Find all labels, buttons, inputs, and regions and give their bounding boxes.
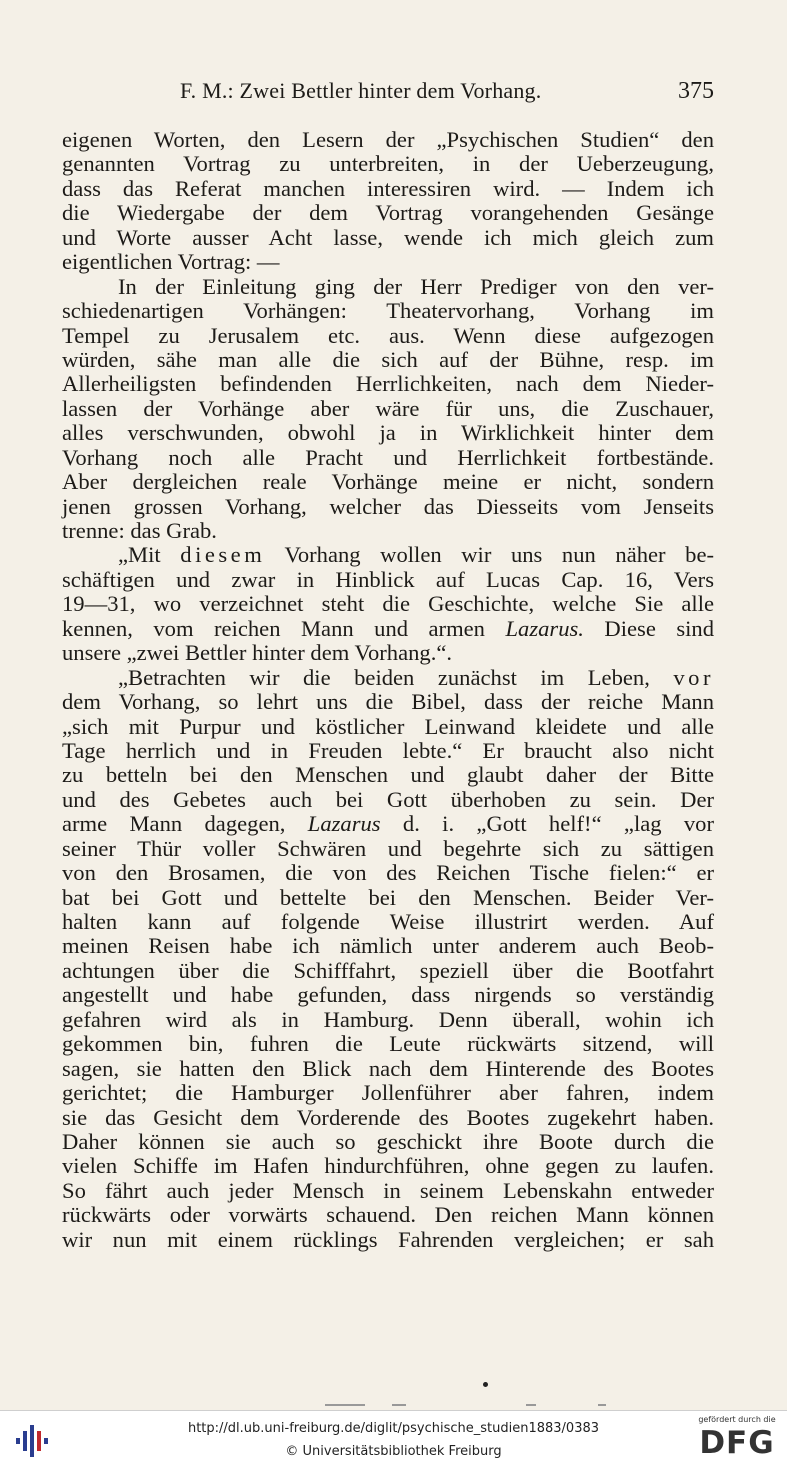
text-line: Vorhang noch alle Pracht und Herrlichkeit fortbestände. <box>62 444 714 470</box>
text-line: Daher können sie auch so geschickt ihre Boote durch die <box>62 1128 714 1154</box>
text-line: und Worte ausser Acht lasse, wende ich mich gleich zum <box>62 224 714 250</box>
text-line: vielen Schiffe im Hafen hindurchführen, ohne gegen zu laufen. <box>62 1153 714 1179</box>
text-line: von den Brosamen, die von des Reichen Tische fielen:“ er <box>62 860 714 886</box>
text-line: „sich mit Purpur und köstlicher Leinwand kleidete und alle <box>62 713 714 739</box>
scan-artifact-mark <box>392 1404 406 1406</box>
text-line: genannten Vortrag zu unterbreiten, in der Ueberzeugung, <box>62 151 714 177</box>
text-line: So fährt auch jeder Mensch in seinem Lebenskahn entweder <box>62 1177 714 1203</box>
scan-artifact-dot <box>483 1382 488 1387</box>
text-line: wir nun mit einem rücklings Fahrenden vergleichen; er sah <box>62 1226 714 1252</box>
scan-artifact-mark <box>325 1404 365 1406</box>
dfg-logo-text: DFG <box>699 1425 775 1461</box>
page-number: 375 <box>678 78 714 104</box>
copyright-notice: © Universitätsbibliothek Freiburg <box>285 1444 502 1459</box>
text-line: arme Mann dagegen, Lazarus d. i. „Gott helf!“ „lag vor <box>62 811 714 837</box>
text-line: halten kann auf folgende Weise illustrirt werden. Auf <box>62 909 714 934</box>
text-line: eigentlichen Vortrag: — <box>62 249 280 275</box>
text-line: „Mit diesem Vorhang wollen wir uns nun näher be- <box>118 542 714 568</box>
text-line: eigenen Worten, den Lesern der „Psychischen Studien“ den <box>62 127 714 152</box>
dfg-funder-logo <box>697 1415 777 1463</box>
permalink-url[interactable]: http://dl.ub.uni-freiburg.de/diglit/psychische_studien1883/0383 <box>187 1421 600 1436</box>
text-line: dem Vorhang, so lehrt uns die Bibel, dass der reiche Mann <box>62 689 714 715</box>
text-line: gefahren wird als in Hamburg. Denn überall, wohin ich <box>62 1006 714 1032</box>
text-line: dass das Referat manchen interessiren wird. — Indem ich <box>62 175 714 201</box>
text-line: Aber dergleichen reale Vorhänge meine er nicht, sondern <box>62 469 714 495</box>
text-line: jenen grossen Vorhang, welcher das Diesseits vom Jenseits <box>62 493 714 519</box>
text-line: die Wiedergabe der dem Vortrag vorangehenden Gesänge <box>62 200 714 226</box>
text-line: alles verschwunden, obwohl ja in Wirklichkeit hinter dem <box>62 420 714 446</box>
text-line: angestellt und habe gefunden, dass nirgends so verständig <box>62 982 714 1008</box>
text-line: seiner Thür voller Schwären und begehrte sich zu sättigen <box>62 835 714 861</box>
funder-caption: gefördert durch die <box>698 1415 776 1424</box>
body-text <box>62 128 714 1252</box>
text-line: bat bei Gott und bettelte bei den Menschen. Beider Ver- <box>62 884 714 910</box>
text-line: achtungen über die Schifffahrt, speziell über die Bootfahrt <box>62 957 714 983</box>
italic-text: Lazarus. <box>505 615 584 641</box>
scan-artifact-mark <box>598 1404 606 1406</box>
text-line: trenne: das Grab. <box>62 518 217 543</box>
text-line: und des Gebetes auch bei Gott überhoben zu sein. Der <box>62 786 714 812</box>
text-line: Tage herrlich und in Freuden lebte.“ Er braucht also nicht <box>62 737 714 763</box>
text-line: Tempel zu Jerusalem etc. aus. Wenn diese aufgezogen <box>62 322 714 348</box>
text-line: lassen der Vorhänge aber wäre für uns, die Zuschauer, <box>62 395 714 421</box>
text-line: sie das Gesicht dem Vorderende des Bootes zugekehrt haben. <box>62 1104 714 1130</box>
text-line: schiedenartigen Vorhängen: Theatervorhang, Vorhang im <box>62 298 714 324</box>
text-line: rückwärts oder vorwärts schauend. Den reichen Mann können <box>62 1202 714 1228</box>
page-header <box>62 78 714 112</box>
text-line: gekommen bin, fuhren die Leute rückwärts sitzend, will <box>62 1031 714 1057</box>
spaced-emphasis-text: diesem <box>180 542 266 568</box>
text-line: Allerheiligsten befindenden Herrlichkeiten, nach dem Nieder- <box>62 371 714 397</box>
text-line: gerichtet; die Hamburger Jollenführer aber fahren, indem <box>62 1080 714 1106</box>
scan-artifact-mark <box>526 1404 536 1406</box>
text-line: „Betrachten wir die beiden zunächst im Leben, vor <box>118 664 714 690</box>
text-line: kennen, vom reichen Mann und armen Lazarus. Diese sind <box>62 615 714 641</box>
running-title: F. M.: Zwei Bettler hinter dem Vorhang. <box>180 78 542 103</box>
text-line: zu betteln bei den Menschen und glaubt daher der Bitte <box>62 762 714 788</box>
text-line: würden, sähe man alle die sich auf der Bühne, resp. im <box>62 346 714 372</box>
text-line: meinen Reisen habe ich nämlich unter anderem auch Beob- <box>62 933 714 959</box>
spaced-emphasis-text: vor <box>673 664 714 690</box>
viewer-footer <box>0 1410 787 1466</box>
text-line: 19—31, wo verzeichnet steht die Geschichte, welche Sie alle <box>62 591 714 617</box>
text-line: sagen, sie hatten den Blick nach dem Hinterende des Bootes <box>62 1055 714 1081</box>
text-line: schäftigen und zwar in Hinblick auf Lucas Cap. 16, Vers <box>62 566 714 592</box>
italic-text: Lazarus <box>307 811 381 837</box>
text-line: In der Einleitung ging der Herr Prediger von den ver- <box>118 273 714 299</box>
text-line: unsere „zwei Bettler hinter dem Vorhang.“. <box>62 640 453 666</box>
